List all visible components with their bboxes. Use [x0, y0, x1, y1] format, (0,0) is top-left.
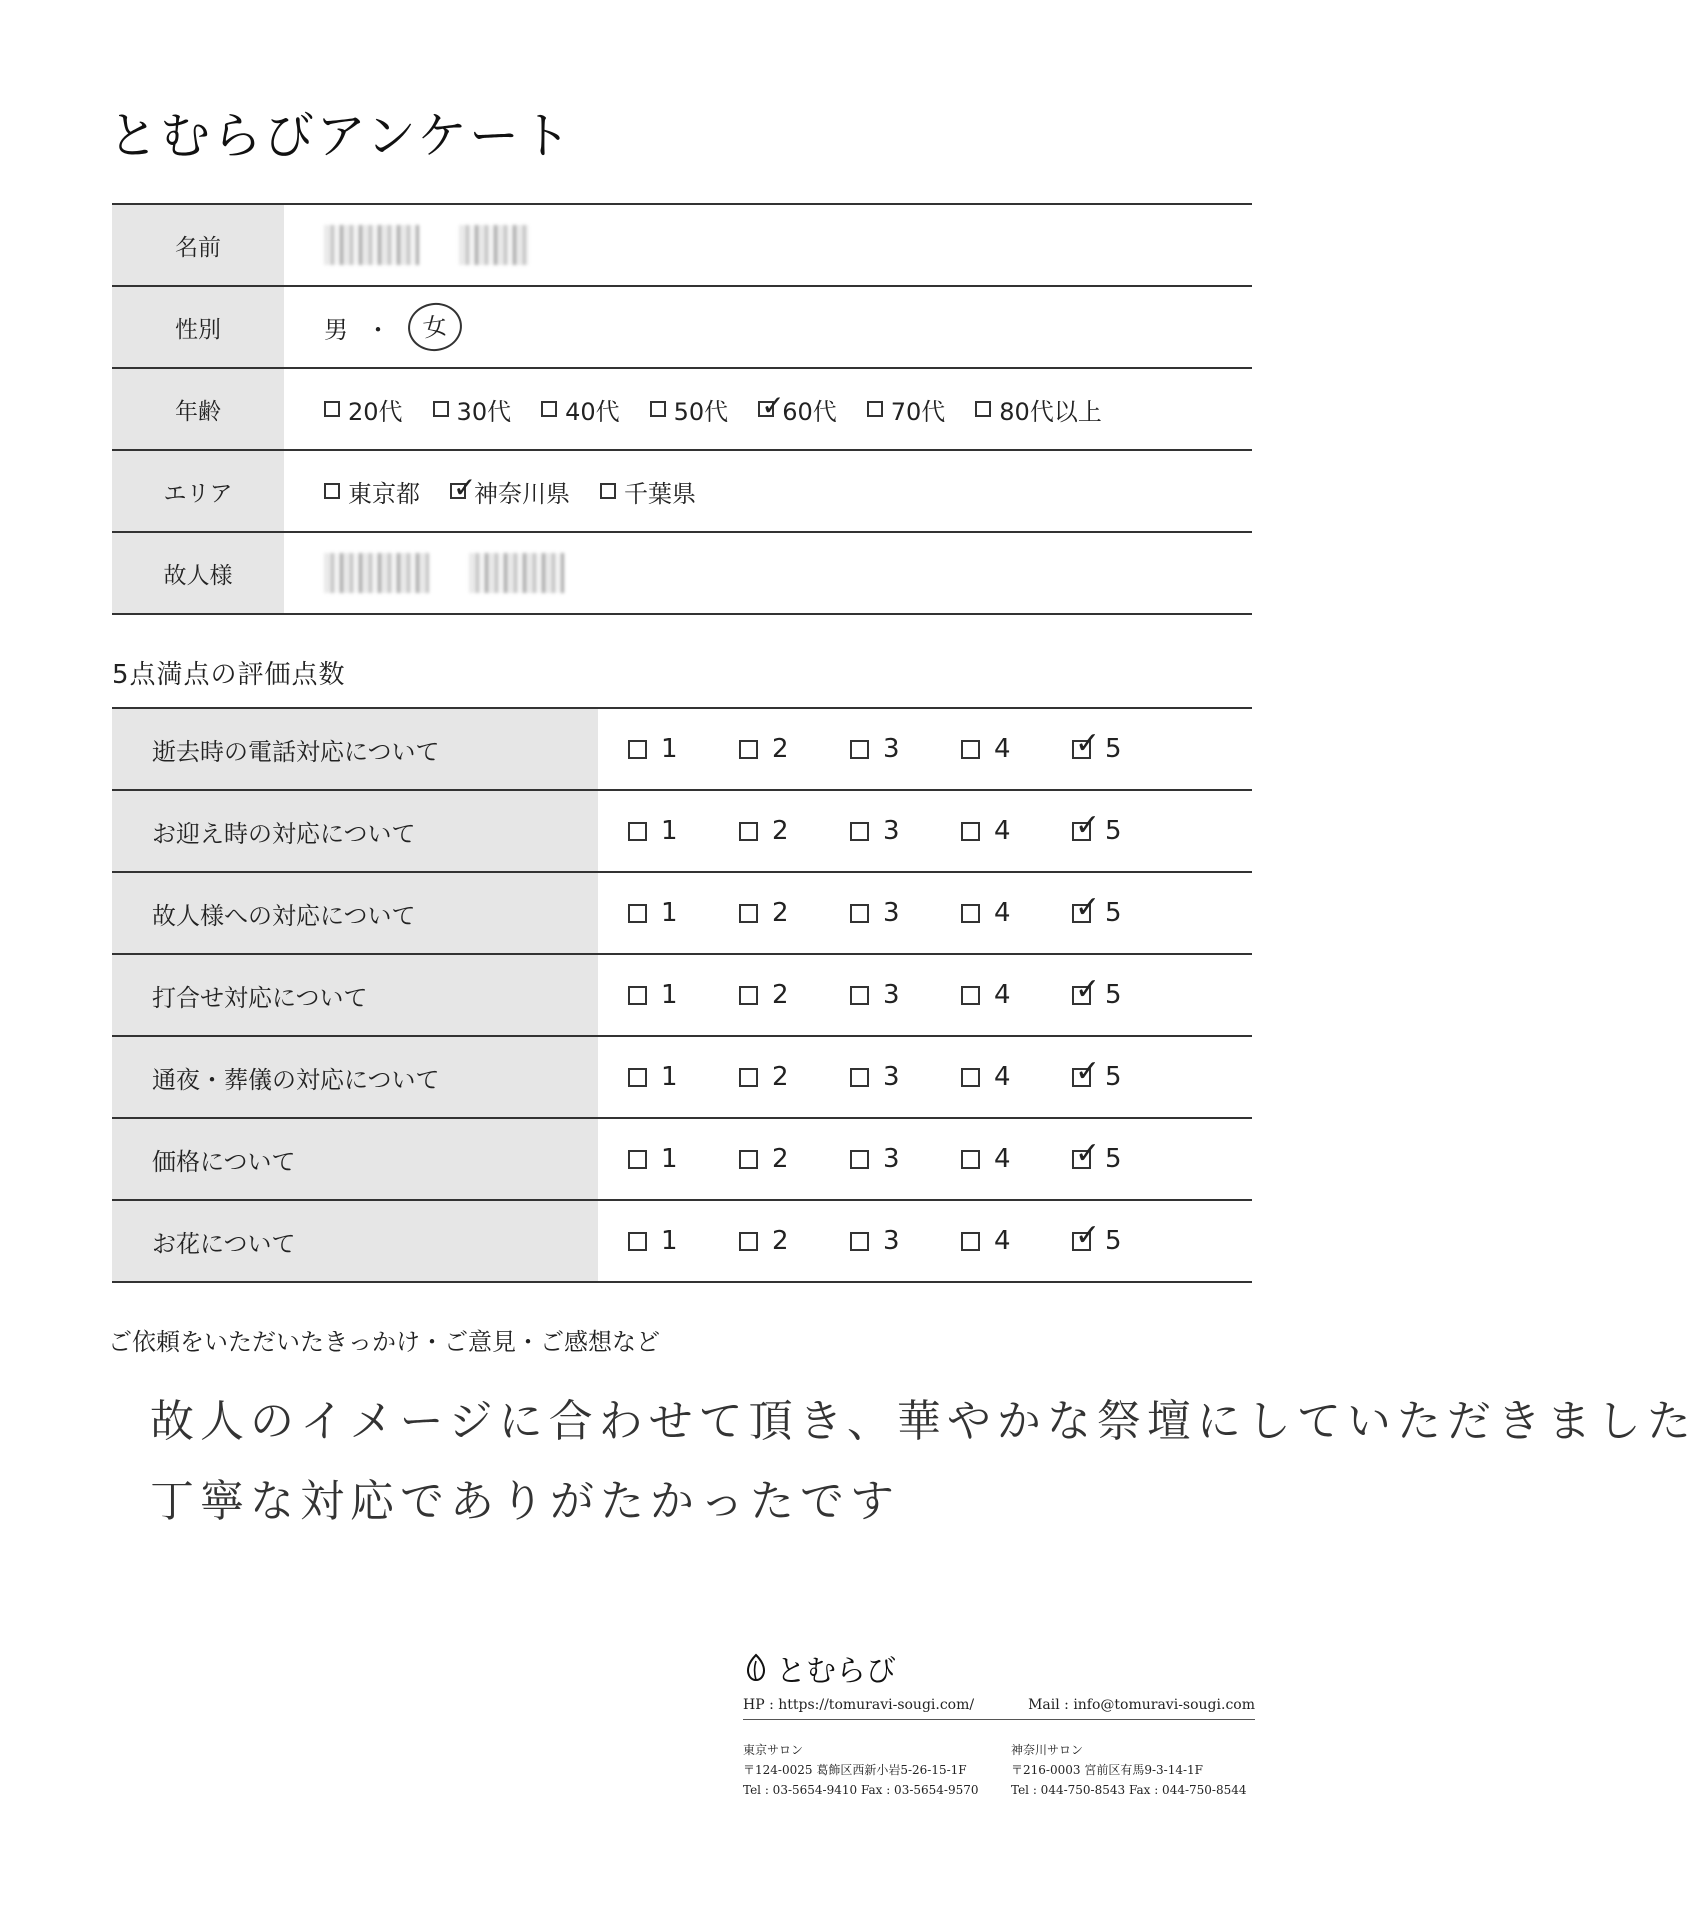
checkbox-icon[interactable] — [961, 1232, 980, 1251]
checkbox-icon[interactable] — [867, 401, 883, 417]
rating-label: 価格について — [112, 1119, 598, 1199]
checkbox-icon[interactable] — [850, 986, 869, 1005]
option-label: 3 — [883, 1144, 900, 1174]
rating-1-option-1[interactable] — [628, 816, 739, 846]
rating-3-option-4[interactable] — [961, 980, 1072, 1010]
option-label: 40代 — [565, 397, 620, 426]
comment-line-1: 故人のイメージに合わせて頂き、華やかな祭壇にしていただきました — [150, 1396, 1697, 1447]
option-label: 3 — [883, 816, 900, 846]
name-label: 名前 — [112, 205, 284, 285]
email-link[interactable]: Mail : info@tomuravi-sougi.com — [1028, 1697, 1255, 1713]
option-label: 5 — [1105, 1062, 1122, 1092]
checkbox-icon[interactable] — [628, 1232, 647, 1251]
tokyo-salon-tel: Tel : 03-5654-9410 Fax : 03-5654-9570 — [743, 1783, 979, 1797]
rating-6-option-1[interactable] — [628, 1226, 739, 1256]
rating-options — [598, 955, 1252, 1035]
respondent-info-table — [112, 203, 1252, 615]
gender-separator: ・ — [366, 315, 390, 344]
rating-6-option-5[interactable] — [1072, 1226, 1183, 1256]
rating-5-option-2[interactable] — [739, 1144, 850, 1174]
tokyo-salon-name: 東京サロン — [743, 1743, 804, 1757]
option-label: 2 — [772, 1144, 789, 1174]
checkbox-icon[interactable] — [961, 740, 980, 759]
checkbox-icon[interactable] — [739, 986, 758, 1005]
rating-row-3 — [112, 955, 1252, 1037]
rating-4-option-5[interactable] — [1072, 1062, 1183, 1092]
rating-0-option-4[interactable] — [961, 734, 1072, 764]
rating-options — [598, 709, 1252, 789]
redacted-name-last — [459, 225, 529, 265]
option-label: 2 — [772, 898, 789, 928]
option-label: 4 — [994, 898, 1011, 928]
leaf-logo-icon — [744, 1653, 768, 1683]
logo-text: とむらび — [776, 1654, 896, 1689]
name-row — [112, 205, 1252, 287]
age-options — [284, 369, 1252, 449]
checkbox-icon[interactable] — [961, 1150, 980, 1169]
checkbox-icon[interactable] — [961, 904, 980, 923]
comments-title: ご依頼をいただいたきっかけ・ご意見・ご感想など — [108, 1328, 660, 1356]
kanagawa-salon-address: 〒216-0003 宮前区有馬9-3-14-1F — [1011, 1763, 1203, 1777]
rating-5-option-3[interactable] — [850, 1144, 961, 1174]
contact-line — [743, 1697, 1255, 1720]
checkbox-icon[interactable] — [628, 822, 647, 841]
checked-checkbox-icon[interactable] — [1072, 986, 1091, 1005]
option-label: 20代 — [348, 397, 403, 426]
gender-value — [284, 287, 1252, 367]
option-label: 1 — [661, 898, 678, 928]
checkbox-icon[interactable] — [739, 1232, 758, 1251]
ratings-table — [112, 707, 1252, 1283]
checkbox-icon[interactable] — [739, 740, 758, 759]
age-option-0[interactable] — [324, 392, 403, 427]
rating-label: 打合せ対応について — [112, 955, 598, 1035]
option-label: 3 — [883, 1226, 900, 1256]
rating-row-5 — [112, 1119, 1252, 1201]
option-label: 1 — [661, 1144, 678, 1174]
checkbox-icon[interactable] — [850, 904, 869, 923]
age-option-5[interactable] — [867, 392, 946, 427]
rating-5-option-1[interactable] — [628, 1144, 739, 1174]
rating-3-option-5[interactable] — [1072, 980, 1183, 1010]
option-label: 3 — [883, 734, 900, 764]
rating-0-option-1[interactable] — [628, 734, 739, 764]
rating-1-option-2[interactable] — [739, 816, 850, 846]
rating-0-option-3[interactable] — [850, 734, 961, 764]
option-label: 4 — [994, 734, 1011, 764]
checkbox-icon[interactable] — [541, 401, 557, 417]
rating-3-option-2[interactable] — [739, 980, 850, 1010]
checkbox-icon[interactable] — [961, 1068, 980, 1087]
rating-row-0 — [112, 709, 1252, 791]
rating-label: 通夜・葬儀の対応について — [112, 1037, 598, 1117]
rating-4-option-3[interactable] — [850, 1062, 961, 1092]
area-option-2[interactable] — [600, 474, 696, 509]
rating-options — [598, 791, 1252, 871]
rating-options — [598, 1201, 1252, 1281]
option-label: 1 — [661, 734, 678, 764]
rating-label: お迎え時の対応について — [112, 791, 598, 871]
option-label: 4 — [994, 1062, 1011, 1092]
option-label: 4 — [994, 1226, 1011, 1256]
rating-4-option-2[interactable] — [739, 1062, 850, 1092]
age-option-6[interactable] — [975, 392, 1102, 427]
checkbox-icon[interactable] — [628, 986, 647, 1005]
option-label: 1 — [661, 816, 678, 846]
name-value — [284, 205, 1252, 285]
area-option-0[interactable] — [324, 474, 420, 509]
rating-label: お花について — [112, 1201, 598, 1281]
age-option-3[interactable] — [650, 392, 729, 427]
option-label: 東京都 — [348, 479, 420, 508]
rating-label: 逝去時の電話対応について — [112, 709, 598, 789]
rating-options — [598, 1119, 1252, 1199]
checkbox-icon[interactable] — [739, 822, 758, 841]
rating-0-option-2[interactable] — [739, 734, 850, 764]
checkbox-icon[interactable] — [324, 401, 340, 417]
option-label: 4 — [994, 816, 1011, 846]
age-option-1[interactable] — [433, 392, 512, 427]
age-row — [112, 369, 1252, 451]
checkbox-icon[interactable] — [961, 822, 980, 841]
company-logo — [744, 1646, 896, 1690]
checkbox-icon[interactable] — [975, 401, 991, 417]
deceased-row — [112, 533, 1252, 615]
option-label: 5 — [1105, 1226, 1122, 1256]
page-title: とむらびアンケート — [108, 107, 573, 165]
rating-options — [598, 1037, 1252, 1117]
checkbox-icon[interactable] — [739, 904, 758, 923]
gender-row — [112, 287, 1252, 369]
area-label: エリア — [112, 451, 284, 531]
ratings-section-title: 5点満点の評価点数 — [112, 660, 346, 690]
kanagawa-salon-tel: Tel : 044-750-8543 Fax : 044-750-8544 — [1011, 1783, 1247, 1797]
option-label: 2 — [772, 816, 789, 846]
rating-2-option-5[interactable] — [1072, 898, 1183, 928]
checkbox-icon[interactable] — [739, 1150, 758, 1169]
checkbox-icon[interactable] — [739, 1068, 758, 1087]
checked-checkbox-icon[interactable] — [1072, 822, 1091, 841]
checkbox-icon[interactable] — [628, 904, 647, 923]
checkbox-icon[interactable] — [628, 740, 647, 759]
rating-4-option-1[interactable] — [628, 1062, 739, 1092]
option-label: 5 — [1105, 734, 1122, 764]
checkbox-icon[interactable] — [650, 401, 666, 417]
rating-3-option-1[interactable] — [628, 980, 739, 1010]
checked-checkbox-icon[interactable] — [1072, 1150, 1091, 1169]
rating-label: 故人様への対応について — [112, 873, 598, 953]
checked-checkbox-icon[interactable] — [1072, 1068, 1091, 1087]
checkbox-icon[interactable] — [628, 1068, 647, 1087]
option-label: 3 — [883, 1062, 900, 1092]
checked-checkbox-icon[interactable] — [1072, 904, 1091, 923]
option-label: 70代 — [890, 397, 946, 426]
age-option-2[interactable] — [541, 392, 620, 427]
rating-2-option-2[interactable] — [739, 898, 850, 928]
checked-checkbox-icon[interactable] — [450, 483, 466, 499]
deceased-value — [284, 533, 1252, 613]
rating-6-option-4[interactable] — [961, 1226, 1072, 1256]
rating-5-option-5[interactable] — [1072, 1144, 1183, 1174]
option-label: 3 — [883, 898, 900, 928]
deceased-label: 故人様 — [112, 533, 284, 613]
age-label: 年齢 — [112, 369, 284, 449]
gender-label: 性別 — [112, 287, 284, 367]
checkbox-icon[interactable] — [961, 986, 980, 1005]
comment-line-2: 丁寧な対応でありがたかったです — [150, 1476, 900, 1527]
option-label: 1 — [661, 1226, 678, 1256]
area-option-1[interactable] — [450, 474, 570, 509]
tokyo-salon-address: 〒124-0025 葛飾区西新小岩5-26-15-1F — [743, 1763, 967, 1777]
checkbox-icon[interactable] — [628, 1150, 647, 1169]
homepage-link[interactable]: HP : https://tomuravi-sougi.com/ — [743, 1697, 975, 1713]
kanagawa-salon-info — [1011, 1740, 1247, 1800]
kanagawa-salon-name: 神奈川サロン — [1011, 1743, 1084, 1757]
rating-3-option-3[interactable] — [850, 980, 961, 1010]
rating-2-option-3[interactable] — [850, 898, 961, 928]
checkbox-icon[interactable] — [324, 483, 340, 499]
checkbox-icon[interactable] — [850, 822, 869, 841]
rating-row-2 — [112, 873, 1252, 955]
rating-2-option-4[interactable] — [961, 898, 1072, 928]
option-label: 2 — [772, 1062, 789, 1092]
rating-row-6 — [112, 1201, 1252, 1283]
option-label: 3 — [883, 980, 900, 1010]
redacted-name-first — [324, 225, 419, 265]
option-label: 神奈川県 — [474, 479, 570, 508]
redacted-deceased-first — [324, 553, 429, 593]
checkbox-icon[interactable] — [850, 1232, 869, 1251]
checkbox-icon[interactable] — [850, 1150, 869, 1169]
checkbox-icon[interactable] — [850, 1068, 869, 1087]
area-options — [284, 451, 1252, 531]
rating-0-option-5[interactable] — [1072, 734, 1183, 764]
option-label: 5 — [1105, 1144, 1122, 1174]
gender-male: 男 — [324, 315, 348, 344]
option-label: 千葉県 — [624, 479, 696, 508]
option-label: 2 — [772, 1226, 789, 1256]
option-label: 5 — [1105, 816, 1122, 846]
checkbox-icon[interactable] — [600, 483, 616, 499]
option-label: 4 — [994, 1144, 1011, 1174]
area-row — [112, 451, 1252, 533]
option-label: 2 — [772, 734, 789, 764]
rating-1-option-3[interactable] — [850, 816, 961, 846]
age-option-4[interactable] — [758, 392, 837, 427]
option-label: 1 — [661, 1062, 678, 1092]
rating-row-4 — [112, 1037, 1252, 1119]
rating-row-1 — [112, 791, 1252, 873]
rating-5-option-4[interactable] — [961, 1144, 1072, 1174]
option-label: 2 — [772, 980, 789, 1010]
redacted-deceased-last — [469, 553, 564, 593]
rating-options — [598, 873, 1252, 953]
option-label: 5 — [1105, 980, 1122, 1010]
checked-checkbox-icon[interactable] — [1072, 740, 1091, 759]
option-label: 30代 — [456, 397, 512, 426]
checkbox-icon[interactable] — [850, 740, 869, 759]
gender-female-circled: 女 — [405, 299, 465, 354]
checkbox-icon[interactable] — [433, 401, 449, 417]
checked-checkbox-icon[interactable] — [758, 401, 774, 417]
rating-6-option-3[interactable] — [850, 1226, 961, 1256]
option-label: 1 — [661, 980, 678, 1010]
option-label: 4 — [994, 980, 1011, 1010]
rating-1-option-5[interactable] — [1072, 816, 1183, 846]
option-label: 50代 — [673, 397, 729, 426]
option-label: 60代 — [782, 397, 837, 426]
option-label: 5 — [1105, 898, 1122, 928]
rating-4-option-4[interactable] — [961, 1062, 1072, 1092]
checked-checkbox-icon[interactable] — [1072, 1232, 1091, 1251]
option-label: 80代以上 — [999, 397, 1102, 426]
rating-6-option-2[interactable] — [739, 1226, 850, 1256]
rating-1-option-4[interactable] — [961, 816, 1072, 846]
rating-2-option-1[interactable] — [628, 898, 739, 928]
tokyo-salon-info — [743, 1740, 979, 1800]
